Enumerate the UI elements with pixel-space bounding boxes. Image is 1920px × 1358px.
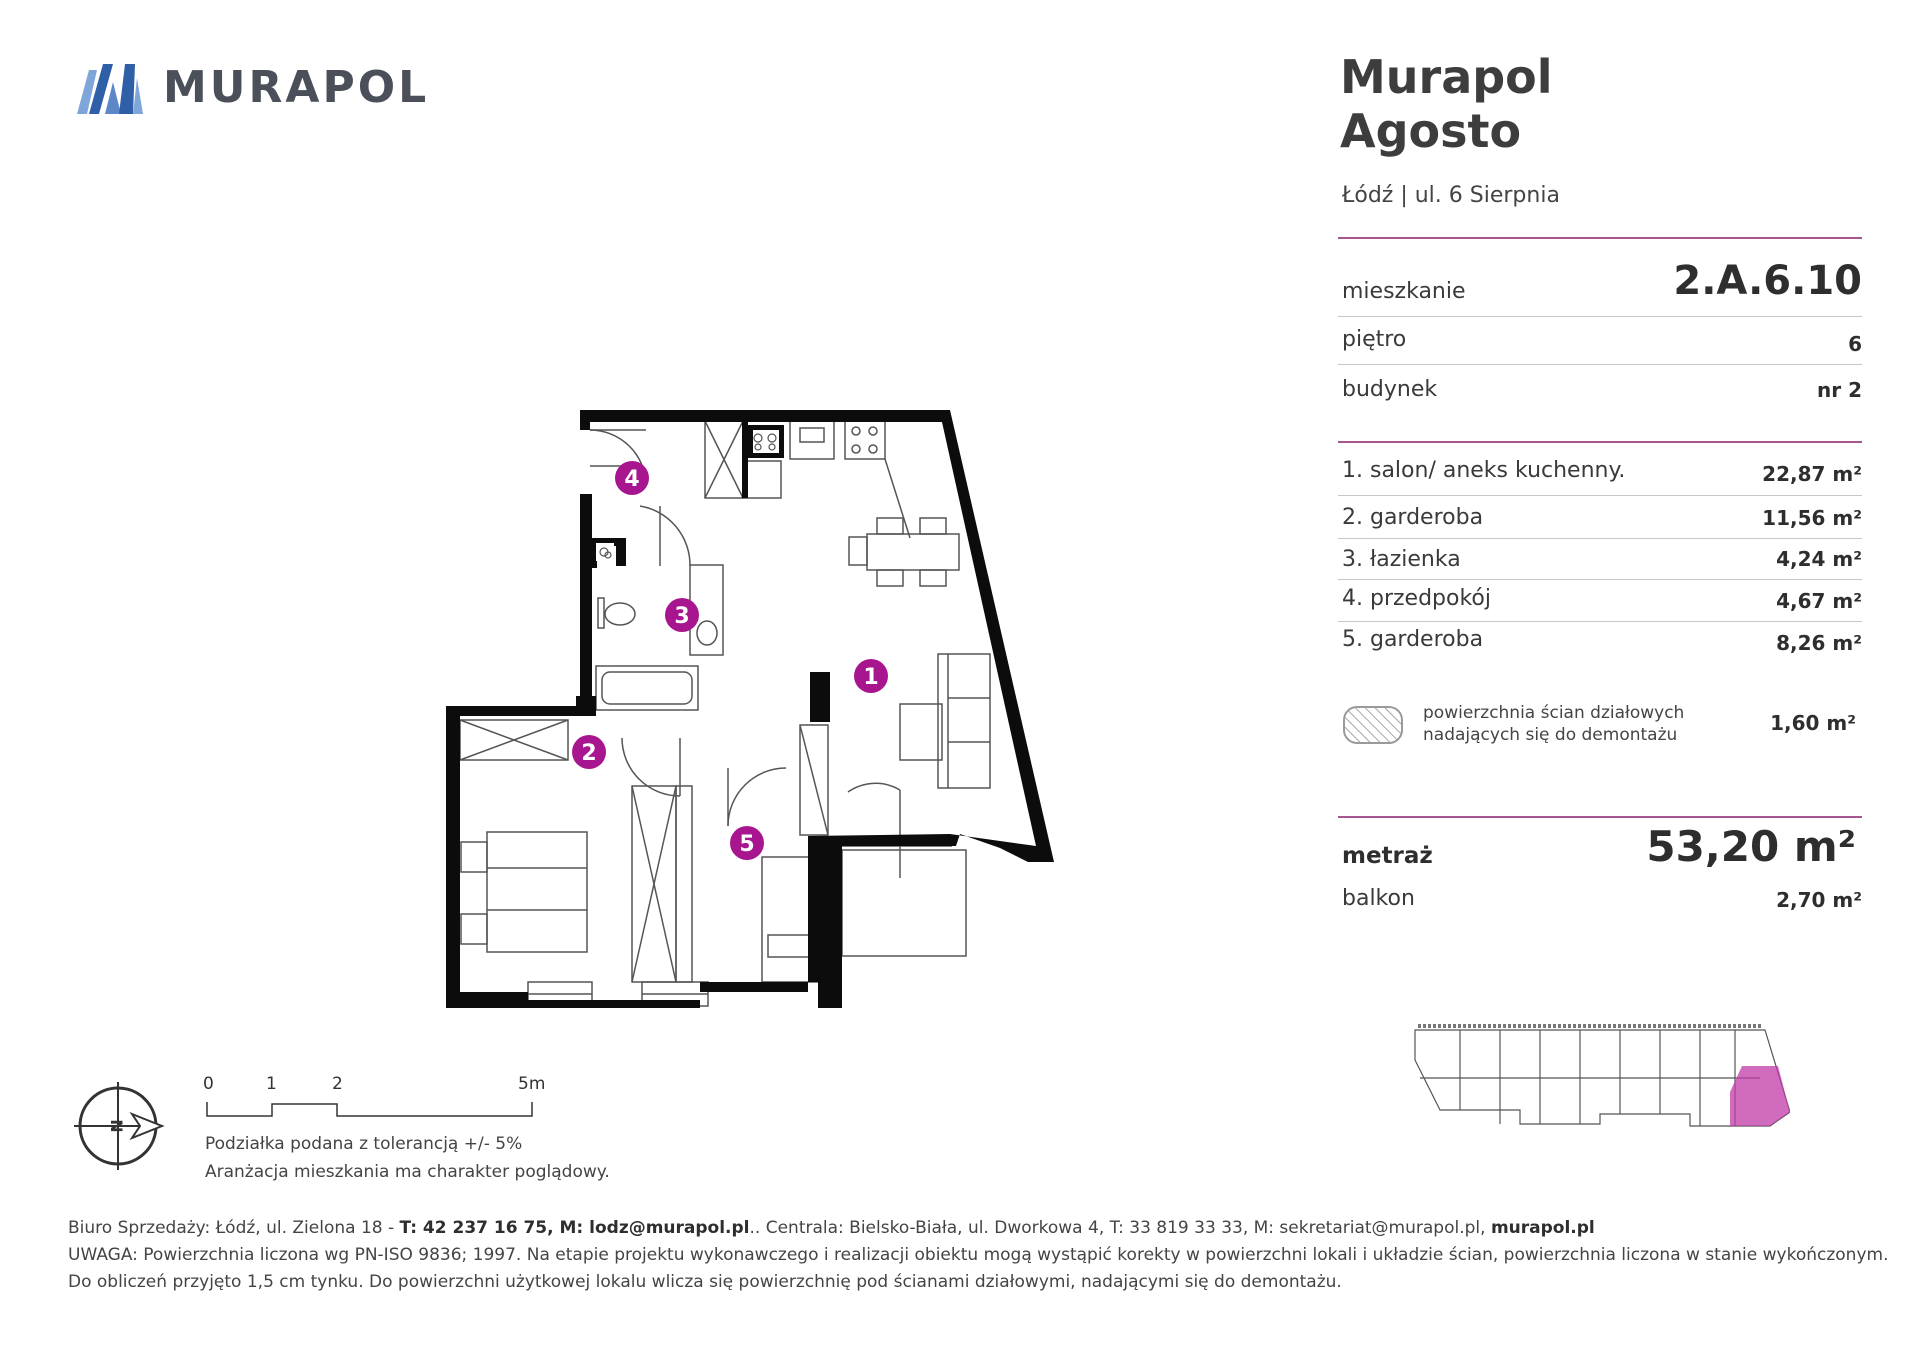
floor-plan	[430, 400, 1070, 1020]
room-marker-3: 3	[674, 604, 690, 629]
room-5-area: 8,26 m²	[1776, 631, 1862, 655]
compass-icon	[72, 1078, 168, 1174]
room-3-label: 3. łazienka	[1342, 547, 1461, 572]
building-key-plan	[1410, 1018, 1790, 1138]
room-marker-1: 1	[863, 665, 879, 690]
scale-tolerance-note: Podziałka podana z tolerancją +/- 5%	[205, 1134, 523, 1154]
logo-mark-icon	[75, 60, 145, 116]
divider	[1338, 237, 1862, 239]
balcony-label: balkon	[1342, 886, 1415, 911]
divider	[1338, 316, 1862, 317]
footer-headquarters: .. Centrala: Bielsko-Biała, ul. Dworkowa 4, T: 33 819 33 33, M: sekretariat@murapol.pl,	[749, 1218, 1491, 1238]
hatch-pattern-icon	[1345, 708, 1401, 742]
building-value: nr 2	[1817, 378, 1862, 402]
building-label: budynek	[1342, 377, 1438, 402]
footer-sales-office: Biuro Sprzedaży: Łódź, ul. Zielona 18 -	[68, 1218, 400, 1238]
room-marker-2: 2	[581, 741, 597, 766]
partition-label	[1423, 702, 1723, 746]
partition-label-line2: nadających się do demontażu	[1423, 725, 1678, 745]
partition-label-line1: powierzchnia ścian działowych	[1423, 703, 1685, 723]
footer-website: murapol.pl	[1490, 1218, 1595, 1238]
floor-label: piętro	[1342, 327, 1407, 352]
scale-tick-5m: 5m	[518, 1074, 546, 1094]
room-2-label: 2. garderoba	[1342, 505, 1484, 530]
scale-tick-1: 1	[266, 1074, 277, 1094]
project-title	[1340, 50, 1553, 158]
divider	[1338, 441, 1862, 443]
project-address: Łódź | ul. 6 Sierpnia	[1342, 183, 1560, 208]
room-marker-5: 5	[739, 832, 755, 857]
footer-contact	[68, 1218, 1595, 1238]
logo-wordmark: MURAPOL	[163, 62, 430, 113]
room-1-label: 1. salon/ aneks kuchenny.	[1342, 458, 1626, 483]
total-area-label: metraż	[1342, 843, 1433, 869]
divider	[1338, 621, 1862, 622]
room-5-label: 5. garderoba	[1342, 627, 1484, 652]
scale-tick-0: 0	[203, 1074, 214, 1094]
divider	[1338, 816, 1862, 818]
room-markers	[572, 461, 888, 860]
scale-line	[205, 1100, 545, 1120]
divider	[1338, 579, 1862, 580]
apartment-number-label: mieszkanie	[1342, 279, 1466, 304]
room-4-label: 4. przedpokój	[1342, 586, 1491, 611]
compass-letter: N	[107, 1119, 126, 1133]
apartment-number-value: 2.A.6.10	[1673, 258, 1862, 304]
room-marker-4: 4	[624, 467, 640, 492]
project-title-line1: Murapol	[1340, 50, 1553, 104]
murapol-logo	[75, 60, 430, 120]
room-1-area: 22,87 m²	[1762, 462, 1862, 486]
partition-hatch-swatch	[1343, 706, 1403, 744]
room-3-area: 4,24 m²	[1776, 547, 1862, 571]
footer-note: Do obliczeń przyjęto 1,5 cm tynku. Do powierzchni użytkowej lokalu wlicza się powierzchnię pod ścianami działowymi, nadającymi się do demontażu.	[68, 1272, 1342, 1292]
divider	[1338, 538, 1862, 539]
floor-value: 6	[1848, 332, 1862, 356]
divider	[1338, 495, 1862, 496]
scale-tick-2: 2	[332, 1074, 343, 1094]
partition-area: 1,60 m²	[1770, 711, 1856, 735]
arrangement-note: Aranżacja mieszkania ma charakter poglądowy.	[205, 1162, 610, 1182]
room-2-area: 11,56 m²	[1762, 506, 1862, 530]
footer-sales-contact: T: 42 237 16 75, M: lodz@murapol.pl	[399, 1218, 750, 1238]
total-area-value: 53,20 m²	[1646, 822, 1856, 871]
balcony-value: 2,70 m²	[1776, 888, 1862, 912]
walls	[446, 410, 1054, 1008]
room-4-area: 4,67 m²	[1776, 589, 1862, 613]
project-title-line2: Agosto	[1340, 104, 1522, 158]
apartment-highlight	[1730, 1066, 1790, 1126]
footer-note: UWAGA: Powierzchnia liczona wg PN-ISO 9836; 1997. Na etapie projektu wykonawczego i realizacji obiektu mogą wystąpić korekty w powierzchni lokali i układzie ścian, powierzchnia liczona w stanie wykończonym.	[68, 1245, 1889, 1265]
divider	[1338, 364, 1862, 365]
